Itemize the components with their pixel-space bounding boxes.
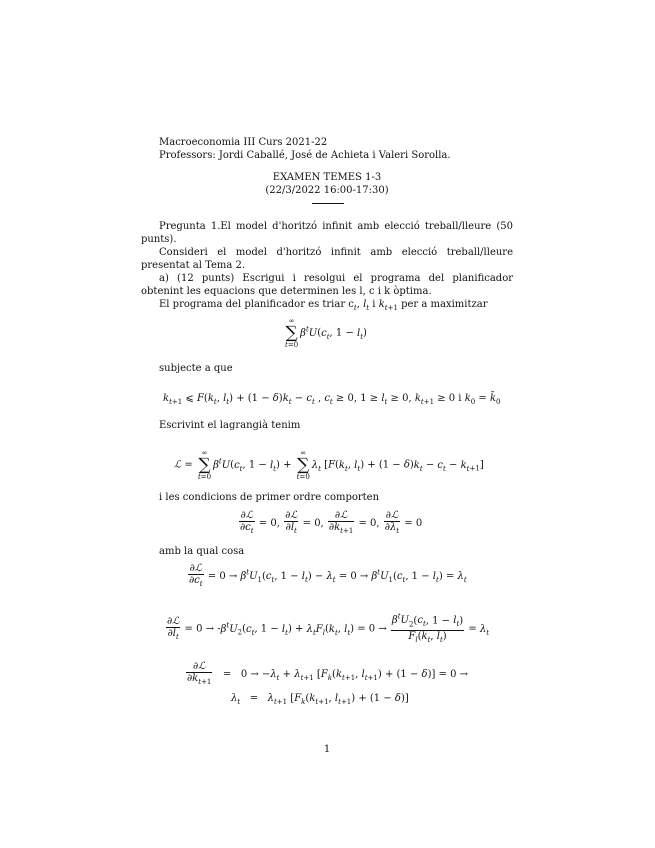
title-rule xyxy=(312,203,344,204)
foc-equations: $\frac{\text{∂ℒ}}{\partial c_t}$ = 0, $\frac{\text{∂ℒ}}{\partial l_t}$ = 0, $\frac{\text{∂ℒ}}{\partial k_{t+1}}$ = 0, $\frac{\text{∂ℒ}}{\partial\lambda_t}$ = 0 xyxy=(240,510,423,535)
foc-intro: i les condicions de primer ordre comporten xyxy=(159,492,380,503)
planner-intro-text: El programa del planificador es triar c xyxy=(159,299,354,310)
question-heading: Pregunta 1.El model d'horitzó infinit amb elecció treball/lleure (50 punts). xyxy=(141,221,513,245)
foc-capital-equation-1: $\frac{\text{∂ℒ}}{\partial k_{t+1}}$ = $0 \to -\lambda_t + \lambda_{t+1}$ [$F_k(k_{t+1}$, $l_{t+1}) + (1 - \delta)] = 0$ → xyxy=(187,661,469,686)
lagrangian-equation: ℒ = ∞ ∑ t=0 $\beta^tU(c_t$, $1 - l_t$) + ∞ ∑ t=0 $\lambda_t$ [$F(k_t$, $l_t) + (1 - \delta)k_t - c_t - k_{t+1}$] xyxy=(174,449,484,481)
course-line: Macroeconomia III Curs 2021-22 xyxy=(159,137,328,148)
intro-paragraph: Consideri el model d'horitzó infinit amb elecció treball/lleure presentat al Tema 2. xyxy=(141,247,513,271)
subject-to-label: subjecte a que xyxy=(159,363,233,374)
objective-equation: ∞ ∑ t=0 $\beta^tU(c_t$, $1 - l_t$) xyxy=(285,317,367,349)
part-a-paragraph: a) (12 punts) Escrigui i resolgui el programa del planificador obtenint les equacions que determinen les l, c i k òptima. xyxy=(141,273,513,297)
planner-intro: El programa del planificador es triar $c_t$, $l_t$ i $k_{t+1}$ per a maximitzar xyxy=(159,299,488,312)
foc-capital-equation-2: $\lambda_t = \lambda_{t+1}$ [$F_k(k_{t+1}$, $l_{t+1}) + (1 - \delta)$] xyxy=(231,693,409,706)
exam-date: (22/3/2022 16:00-17:30) xyxy=(265,185,389,196)
professors-line: Professors: Jordi Caballé, José de Achieta i Valeri Sorolla. xyxy=(159,150,451,161)
foc-consumption-equation: $\frac{\text{∂ℒ}}{\partial c_t}$ = $0 \to \beta^tU_1(c_t$, $1 - l_t) - \lambda_t = 0 \to \beta^tU_1(c_t$, $1 - l_t) = \lambda_t$ xyxy=(189,563,467,588)
foc-labor-equation: $\frac{\text{∂ℒ}}{\partial l_t}$ = $0 \to -\beta^tU_2(c_t$, $1 - l_t) + \lambda_tF_l(k_t$, $l_t) = 0$ → $\frac{\beta^tU_2(c_t, 1 - l_t)}{F_l(k_t, l_t)}$ = $\lambda_t$ xyxy=(167,613,490,645)
planner-intro-rest: per a maximitzar xyxy=(397,299,488,310)
page-number: 1 xyxy=(323,744,331,755)
lagrangian-intro: Escrivint el lagrangià tenim xyxy=(159,420,301,431)
hence-label: amb la qual cosa xyxy=(159,546,245,557)
exam-title: EXAMEN TEMES 1-3 xyxy=(272,172,382,183)
constraint-equation: $k_{t+1}$ ⩽ $F(k_t$, $l_t) + (1 - \delta)k_t - c_t$ , $c_t \ge 0$, $1 \ge l_t \ge 0$, $k_{t+1} \ge 0$ i $k_0$ = $k̄_0$ xyxy=(163,393,501,406)
